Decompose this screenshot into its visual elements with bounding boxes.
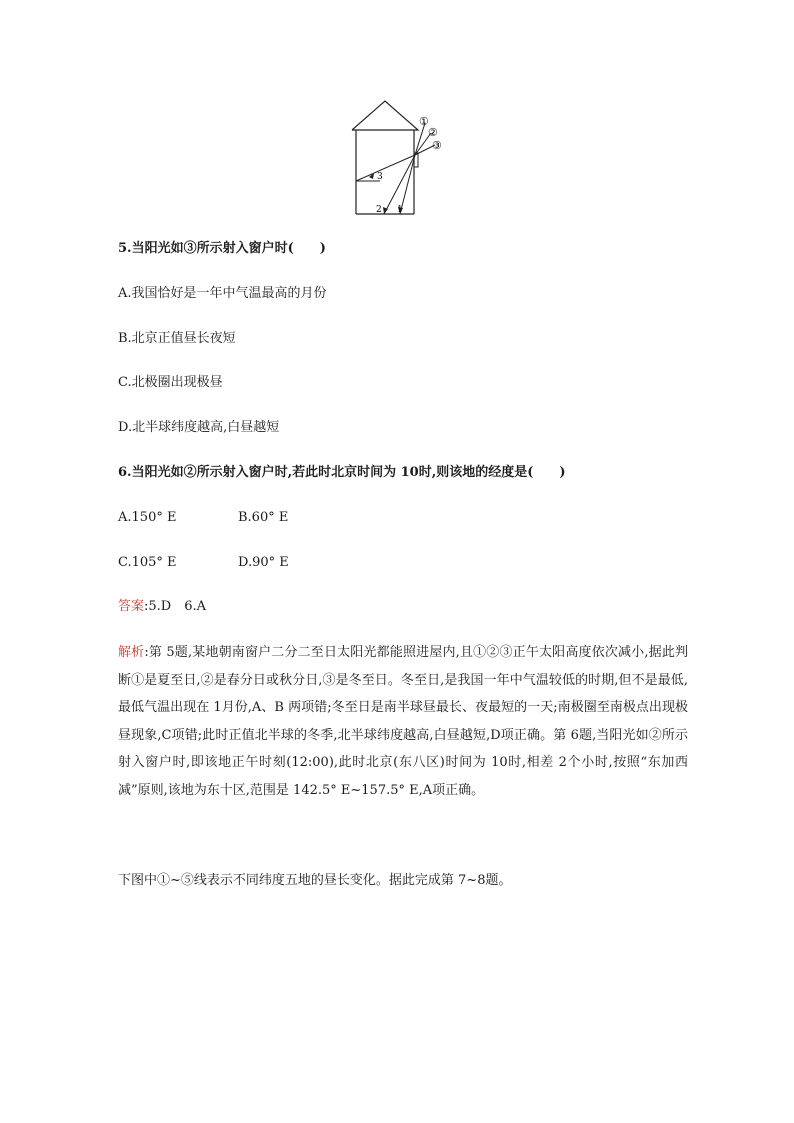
q5-option-a: A.我国恰好是一年中气温最高的月份: [118, 286, 327, 301]
analysis-paragraph: [118, 639, 688, 804]
answer-line: [118, 598, 206, 616]
floor-label-3: 3: [377, 172, 383, 182]
q6-option-d: D.90° E: [238, 555, 289, 570]
q6-option-row-2: [118, 554, 289, 572]
house-sunlight-diagram: [340, 98, 450, 220]
q6-option-c: C.105° E: [118, 555, 177, 570]
ray-label-3: ③: [432, 139, 442, 152]
house-diagram-svg: [340, 98, 450, 220]
house-roof: [352, 101, 418, 130]
q6-option-row-1: [118, 509, 289, 527]
floor-label-2: 2: [376, 205, 382, 215]
q5-option-c: C.北极圈出现极昼: [118, 375, 223, 390]
q6-option-b: B.60° E: [238, 510, 289, 525]
question-6-stem: 6.当阳光如②所示射入窗户时,若此时北京时间为 10时,则该地的经度是( ): [118, 465, 566, 480]
question-5-stem: 5.当阳光如③所示射入窗户时( ): [118, 241, 326, 256]
q5-option-b: B.北京正值昼长夜短: [118, 331, 236, 346]
analysis-label: 解析: [118, 645, 145, 660]
ray-label-2: ②: [428, 126, 438, 139]
next-questions-intro: 下图中①~⑤线表示不同纬度五地的昼长变化。据此完成第 7~8题。: [118, 873, 512, 888]
answer-text: :5.D 6.A: [144, 599, 207, 614]
floor-label-1: 1: [397, 205, 403, 215]
q6-option-a: A.150° E: [118, 510, 177, 525]
q5-option-d: D.北半球纬度越高,白昼越短: [118, 420, 280, 435]
answer-label: 答案: [118, 599, 145, 614]
ray-label-1: ①: [419, 115, 429, 128]
ray-3-inside: [356, 155, 415, 181]
analysis-text: :第 5题,某地朝南窗户二分二至日太阳光都能照进屋内,且①②③正午太阳高度依次减小,据此判断①是夏至日,②是春分日或秋分日,③是冬至日。冬至日,是我国一年中气温较低的时期,但不是最低,最低气温出现在 1月份,A、B 两项错;冬至日是南半球昼最长、夜最短的一天;南极圈至南极点出现极昼现象,C项错;此时正值北半球的冬季,北半球纬度越高,白昼越短,D项正确。第 6题,当阳光如②所示射入窗户时,即该地正午时刻(12:00),此时北京(东八区)时间为 10时,相差 2个小时,按照“东加西减”原则,该地为东十区,范围是 142.5° E~157.5° E,A项正确。: [118, 645, 688, 798]
